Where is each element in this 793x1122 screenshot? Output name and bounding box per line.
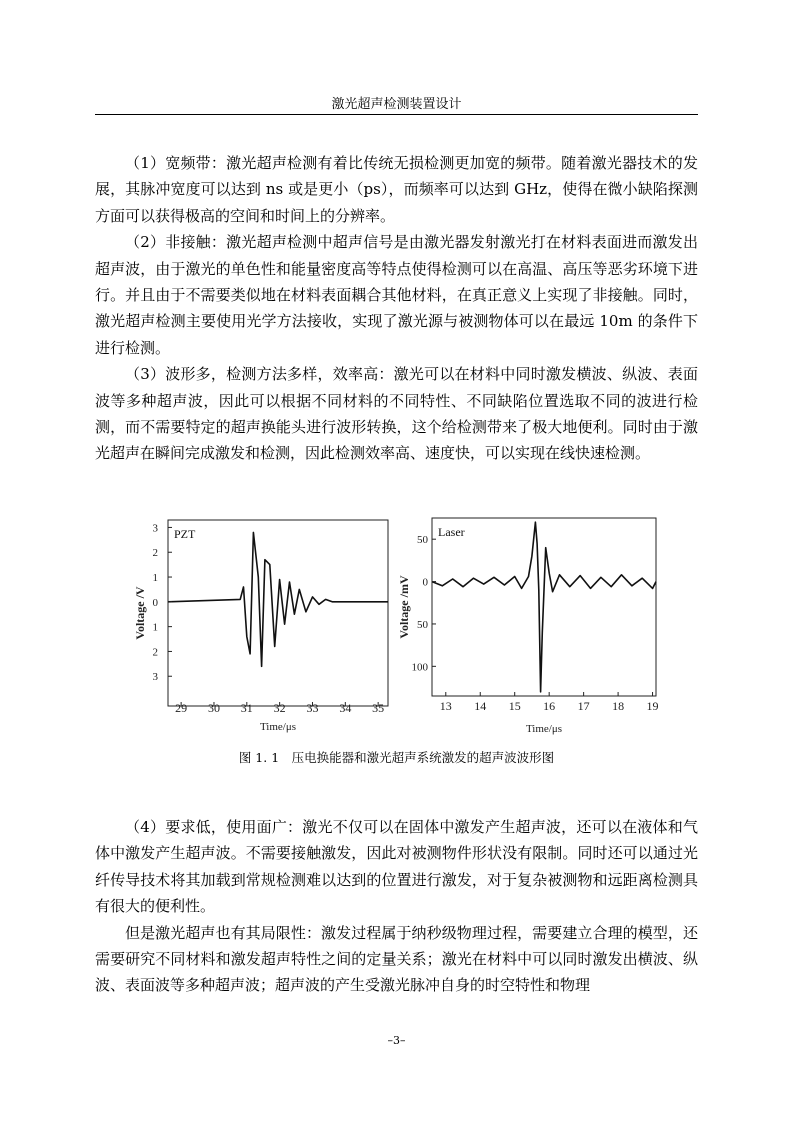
- x-tick-label: 31: [240, 701, 253, 715]
- y-tick-label: 3: [152, 671, 158, 684]
- y-axis-label: Voltage /V: [133, 586, 147, 640]
- running-header: 激光超声检测装置设计: [331, 97, 462, 112]
- y-tick-label: 50: [417, 534, 428, 547]
- x-tick-label: 13: [439, 699, 452, 713]
- x-tick-label: 17: [577, 699, 590, 713]
- x-tick-label: 16: [543, 699, 556, 713]
- figure: [0, 510, 793, 742]
- x-tick-label: 18: [612, 699, 625, 713]
- chart-pzt: [133, 520, 388, 733]
- y-axis-label: Voltage /mV: [397, 575, 411, 639]
- x-axis-label: Time/μs: [259, 721, 297, 733]
- x-tick-label: 34: [339, 701, 352, 715]
- y-tick-label: 2: [152, 547, 158, 560]
- x-axis-label: Time/μs: [525, 723, 563, 735]
- x-tick-label: 35: [372, 701, 385, 715]
- y-tick-label: 2: [152, 646, 158, 659]
- paragraph: （1）宽频带：激光超声检测有着比传统无损检测更加宽的频带。随着激光器技术的发展，其脉冲宽度可以达到 ns 或是更小（ps），而频率可以达到 GHz，使得在微小缺陷探测方面可以获得极高的空间和时间上的分辨率。: [95, 154, 698, 225]
- x-tick-label: 15: [508, 699, 521, 713]
- x-tick-label: 32: [273, 701, 286, 715]
- page-number: –3–: [387, 1034, 406, 1047]
- series-line: [168, 532, 388, 666]
- header-rule: [95, 114, 698, 115]
- y-tick-label: 0: [152, 596, 158, 609]
- chart-laser: [397, 518, 659, 735]
- legend-label: PZT: [174, 527, 196, 541]
- y-tick-label: 1: [152, 572, 158, 585]
- x-tick-label: 19: [646, 699, 659, 713]
- paragraph: （2）非接触：激光超声检测中超声信号是由激光器发射激光打在材料表面进而激发出超声波，由于激光的单色性和能量密度高等特点使得检测可以在高温、高压等恶劣环境下进行。并且由于不需要类似地在材料表面耦合其他材料，在真正意义上实现了非接触。同时，激光超声检测主要使用光学方法接收，实现了激光源与被测物体可以在最远 10m 的条件下进行检测。: [95, 233, 698, 357]
- y-tick-label: 0: [422, 576, 428, 589]
- body-text-top: [95, 150, 698, 467]
- body-text-bottom: [95, 814, 698, 999]
- plot-frame: [168, 520, 388, 706]
- figure-caption: 图 1. 1 压电换能器和激光超声系统激发的超声波波形图: [238, 750, 555, 765]
- y-tick-label: 100: [411, 661, 428, 674]
- x-tick-label: 30: [207, 701, 220, 715]
- x-tick-label: 29: [175, 701, 188, 715]
- y-tick-label: 1: [152, 621, 158, 634]
- x-tick-label: 33: [306, 701, 319, 715]
- series-line: [432, 522, 656, 692]
- legend-label: Laser: [438, 525, 465, 539]
- x-tick-label: 14: [474, 699, 487, 713]
- y-tick-label: 3: [152, 522, 158, 535]
- paragraph: （3）波形多，检测方法多样，效率高：激光可以在材料中同时激发横波、纵波、表面波等多种超声波，因此可以根据不同材料的不同特性、不同缺陷位置选取不同的波进行检测，而不需要特定的超声换能头进行波形转换，这个给检测带来了极大地便利。同时由于激光超声在瞬间完成激发和检测，因此检测效率高、速度快，可以实现在线快速检测。: [95, 365, 698, 463]
- paragraph: 但是激光超声也有其局限性：激发过程属于纳秒级物理过程，需要建立合理的模型，还需要研究不同材料和激发超声特性之间的定量关系；激光在材料中可以同时激发出横波、纵波、表面波等多种超声波；超声波的产生受激光脉冲自身的时空特性和物理: [95, 923, 698, 995]
- y-tick-label: 50: [417, 618, 428, 631]
- paragraph: （4）要求低，使用面广：激光不仅可以在固体中激发产生超声波，还可以在液体和气体中激发产生超声波。不需要接触激发，因此对被测物件形状没有限制。同时还可以通过光纤传导技术将其加载到常规检测难以达到的位置进行激发，对于复杂被测物和远距离检测具有很大的便利性。: [95, 818, 698, 916]
